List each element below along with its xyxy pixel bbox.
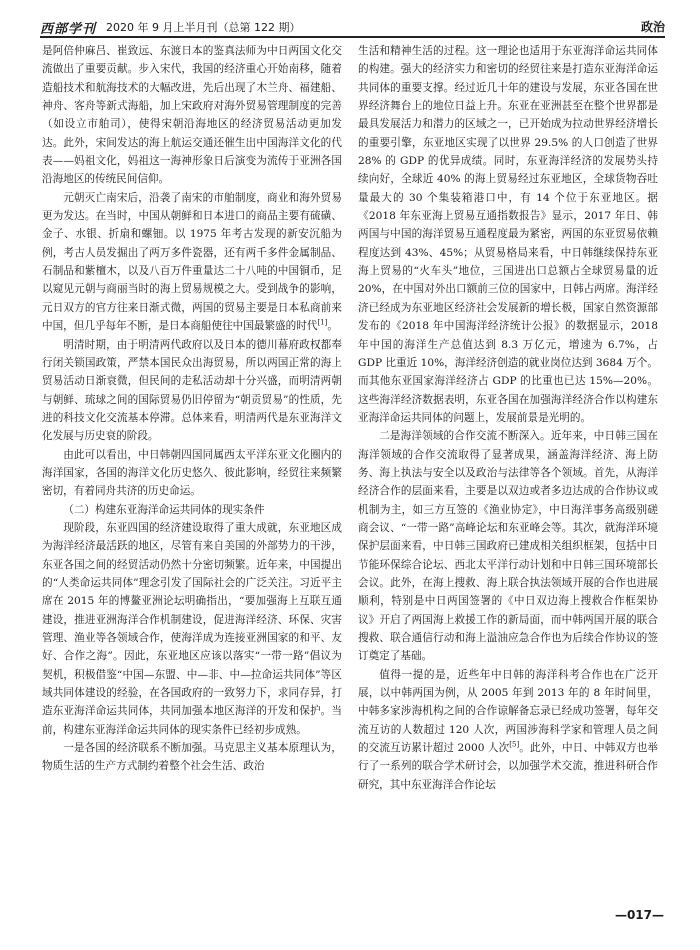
paragraph-text: 一是各国的经济联系不断加强。马克思主义基本原理认为，物质生活的生产方式制约着整个社会生活、政治 (42, 742, 342, 773)
body-paragraph (358, 666, 658, 794)
paragraph-text-tail: 。 (327, 320, 338, 333)
paragraph-text: 值得一提的是，近些年中日韩的海洋科考合作也在广泛开展，以中韩两国为例，从 2005 年到 2013 年的 8 年时间里，中韩多家涉海机构之间的合作谅解备忘录已经成功签署，每年交流互访的人数超过 120 人次，两国涉海科学家和管理人员之间的交流互访累计超过 2000 人次 (358, 668, 658, 755)
body-paragraph (42, 42, 342, 189)
left-column (42, 42, 342, 776)
body-paragraph (42, 336, 342, 446)
paragraph-text: 生活和精神生活的过程。这一理论也适用于东亚海洋命运共同体的构建。强大的经济实力和密切的经贸往来是打造东亚海洋命运共同体的重要支撑。经过近几十年的建设与发展，东亚各国在世界经济舞台上的地位日益上升。东亚在亚洲甚至在整个世界都是最具发展活力和潜力的区域之一，已开始成为拉动世界经济增长的重要引擎，东亚地区实现了以世界 29.5% 的人口创造了世界 28% 的 GDP 的优异成绩。同时，东亚海洋经济的发展势头持续向好，全球近 40% 的海上贸易经过东亚地区，全球货物吞吐量最大的 30 个集装箱港口中，有 14 个位于东亚地区。据《2018 年东亚海上贸易互通指数报告》显示，2017 年日、韩两国与中国的海洋贸易互通程度最为紧密，两国的东亚贸易依赖程度达到 43%、45%；从贸易格局来看，中日韩继续保持东亚海上贸易的“火车头”地位，三国进出口总额占全球贸易量的近 20%，在中国对外出口额前三位的国家中，日韩占两席。海洋经济已经成为东亚地区经济社会发展新的增长极，国家自然资源部发布的《2018 年中国海洋经济统计公报》的数据显示，2018 年中国的海洋生产总值达到 8.3 万亿元，增速为 6.7%，占 GDP 比重近 10%，海洋经济创造的就业岗位达到 3684 万个。而其他东亚国家海洋经济占 GDP 的比重也已达 15%—20%。这些海洋经济数据表明，东亚各国在加强海洋经济合作以构建东亚海洋命运共同体的问题上，发展前景是光明的。 (358, 45, 658, 424)
issue-info: 2020 年 9 月上半月刊（总第 122 期） (106, 21, 301, 34)
page-number: —017— (614, 908, 664, 922)
body-paragraph (42, 739, 342, 776)
paragraph-text: 由此可以看出，中日韩朝四国同属西太平洋东亚文化圈内的海洋国家，各国的海洋文化历史悠久、彼此影响，经贸往来频繁密切，有着同舟共济的历史命运。 (42, 448, 342, 498)
citation-marker: [5] (509, 740, 520, 749)
paragraph-text: 元朝灭亡南宋后，沿袭了南宋的市舶制度，商业和海外贸易更为发达。在当时，中国从朝鲜和日本进口的商品主要有硫磺、金子、水银、折扇和螺钿。以 1975 年考古发现的新安沉船为例，考古人员发掘出了两万多件瓷器，还有两千多件金属制品、石制品和紫檀木，以及八百万件重量达二十八吨的中国铜币，足以窥见元朝与商丽当时的海上贸易规模之大。受到战争的影响，元日双方的官方往来日渐式微，两国的贸易主要是日本私商前来中国，但几乎每年不断，是日本商船使往中国最繁盛的时代 (42, 191, 342, 333)
section-label: 政治 (640, 20, 665, 34)
paragraph-text: 明清时期，由于明清两代政府以及日本的德川幕府政权都奉行闭关锁国政策，严禁本国民众出海贸易，所以两国正常的海上贸易活动日渐衰微，但民间的走私活动却十分兴盛，而明清两朝与朝鲜、琉球之间的国际贸易仍旧停留为“朝贡贸易”的性质，先进的科技文化交流基本停滞。总体来看，明清两代是东亚海洋文化发展与历史衰的阶段。 (42, 338, 342, 443)
body-paragraph (358, 42, 658, 427)
right-column (358, 42, 658, 794)
body-paragraph (42, 189, 342, 336)
header-rule (40, 36, 665, 38)
paragraph-text: （二）构建东亚海洋命运共同体的现实条件 (63, 503, 265, 516)
journal-title: 西部学刊 (40, 22, 97, 37)
paragraph-text: 二是海洋领域的合作交流不断深入。近年来，中日韩三国在海洋领域的合作交流取得了显著成果，涵盖海洋经济、海上防务、海上执法与安全以及政治与法律等各个领域。首先，从海洋经济合作的层面来看，主要是以双边或者多边达成的合作协议或机制为主，如三方互签的《渔业协定》，中日海洋事务高级别磋商会议、“一带一路”高峰论坛和东亚峰会等。其次，就海洋环境保护层面来看，中日韩三国政府已建成相关组织框架，包括中日节能环保综合论坛、西北太平洋行动计划和中日韩三国环境部长会议。此外，在海上搜救、海上联合执法领域开展的合作也进展顺利，特别是中日两国签署的《中日双边海上搜救合作框架协议》开启了两国海上救援工作的新局面，而中韩两国开展的联合搜救、联合通信行动和海上溢油应急合作也为后续合作协议的签订奠定了基础。 (358, 430, 658, 663)
citation-marker: [1] (317, 318, 328, 327)
paragraph-text: 是阿倍仲麻吕、崔致远、东渡日本的鉴真法师为中日两国文化交流做出了重要贡献。步入宋代，我国的经济重心开始南移，随着造船技术和航海技术的大幅改进，先后出现了木兰舟、福建船、神舟、客舟等新式海船，加上宋政府对海外贸易管理制度的完善（如设立市舶司），使得宋朝沿海地区的经济贸易活动更加发达。此外，宋间发达的海上航运交通还催生出中国海洋文化的代表——妈祖文化，妈祖这一海神形象日后演变为流传于亚洲各国沿海地区的传统民间信仰。 (42, 45, 342, 186)
paragraph-text: 现阶段，东亚四国的经济建设取得了重大成就，东亚地区成为海洋经济最活跃的地区，尽管有来自美国的外部势力的干涉，东亚各国之间的经贸活动仍然十分密切频繁。近年来，中国提出的“人类命运共同体”理念引发了国际社会的广泛关注。习近平主席在 2015 年的博鳌亚洲论坛明确指出，“要加强海上互联互通建设，推进亚洲海洋合作机制建设，促进海洋经济、环保、灾害管理、渔业等各领域合作，使海洋成为连接亚洲国家的和平、友好、合作之海”。因此，东亚地区应该以落实“一带一路”倡议为契机，积极借鉴“中国—东盟、中—非、中—拉命运共同体”等区域共同体建设的经验，在各国政府的一致努力下，求同存异，打造东亚海洋命运共同体，共同加强本地区海洋的开发和保护。当前，构建东亚海洋命运共同体的现实条件已经初步成熟。 (42, 521, 342, 736)
body-paragraph (42, 446, 342, 501)
body-paragraph (42, 519, 342, 739)
page-header (40, 12, 665, 40)
body-paragraph (358, 427, 658, 665)
paragraph-text-tail: 。此外，中日、中韩双方也举行了一系列的联合学术研讨会，以加强学术交流，推进科研合作研究，其中东亚海洋合作论坛 (358, 742, 658, 791)
subsection-heading (42, 501, 342, 519)
